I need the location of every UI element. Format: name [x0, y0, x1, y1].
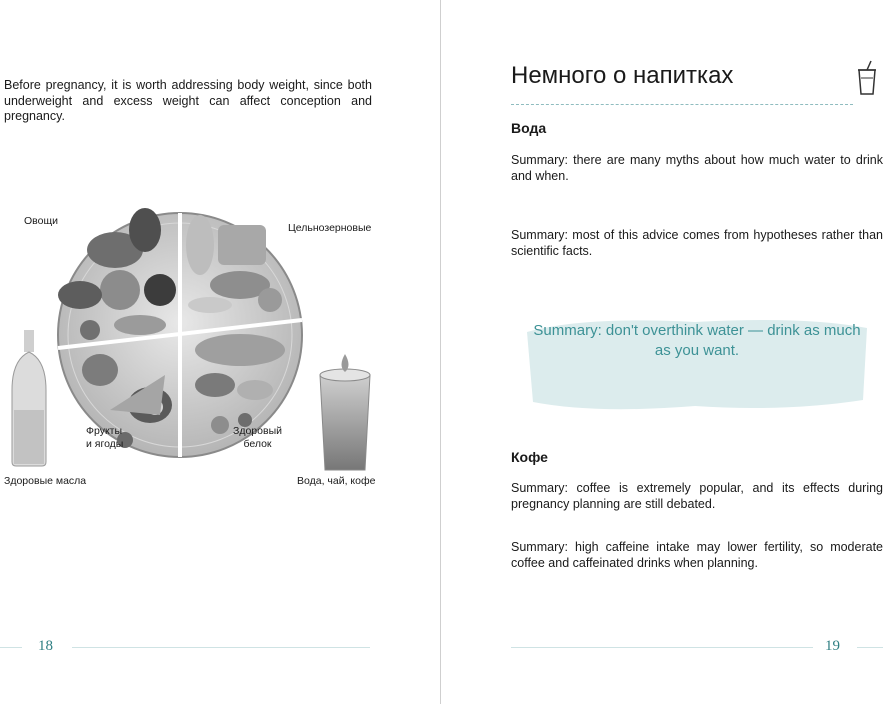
quote-text: Summary: don't overthink water — drink as much as you want. — [533, 322, 861, 359]
folio-rule-left-a — [0, 647, 22, 648]
page-number-right: 19 — [825, 638, 840, 654]
healthy-plate-diagram — [0, 170, 440, 500]
drink-glass-illustration — [320, 354, 370, 470]
intro-paragraph: Before pregnancy, it is worth addressing body weight, since both underweight and excess weight can affect conception and pregnancy. — [4, 78, 372, 123]
label-oils: Здоровые масла — [4, 475, 87, 487]
folio-rule-left-b — [72, 647, 370, 648]
oil-bottle-illustration — [12, 330, 46, 466]
section-heading-water: Вода — [511, 120, 547, 136]
title-rule — [511, 104, 853, 105]
right-page — [441, 0, 885, 704]
label-drinks: Вода, чай, кофе — [297, 475, 376, 487]
folio-rule-right-a — [511, 647, 813, 648]
water-paragraph-2: Summary: most of this advice comes from hypotheses rather than scientific facts. — [511, 228, 883, 258]
plate-illustration — [0, 170, 440, 500]
folio-rule-right-b — [857, 647, 883, 648]
water-paragraph-1: Summary: there are many myths about how much water to drink and when. — [511, 153, 883, 183]
label-vegetables: Овощи — [24, 215, 58, 227]
label-protein: Здоровый белок — [233, 425, 282, 450]
left-page — [0, 0, 440, 704]
label-wholegrains: Цельнозерновые — [288, 222, 372, 234]
coffee-paragraph-2: Summary: high caffeine intake may lower fertility, so moderate coffee and caffeinated drinks when planning. — [511, 540, 883, 570]
drink-cup-icon — [855, 60, 879, 96]
page-number-left: 18 — [38, 638, 53, 654]
coffee-paragraph-1: Summary: coffee is extremely popular, and its effects during pregnancy planning are still debated. — [511, 481, 883, 511]
label-fruits: Фрукты и ягоды — [86, 425, 124, 450]
quote-block — [525, 312, 869, 416]
section-heading-coffee: Кофе — [511, 449, 548, 465]
page-title: Немного о напитках — [511, 62, 734, 89]
